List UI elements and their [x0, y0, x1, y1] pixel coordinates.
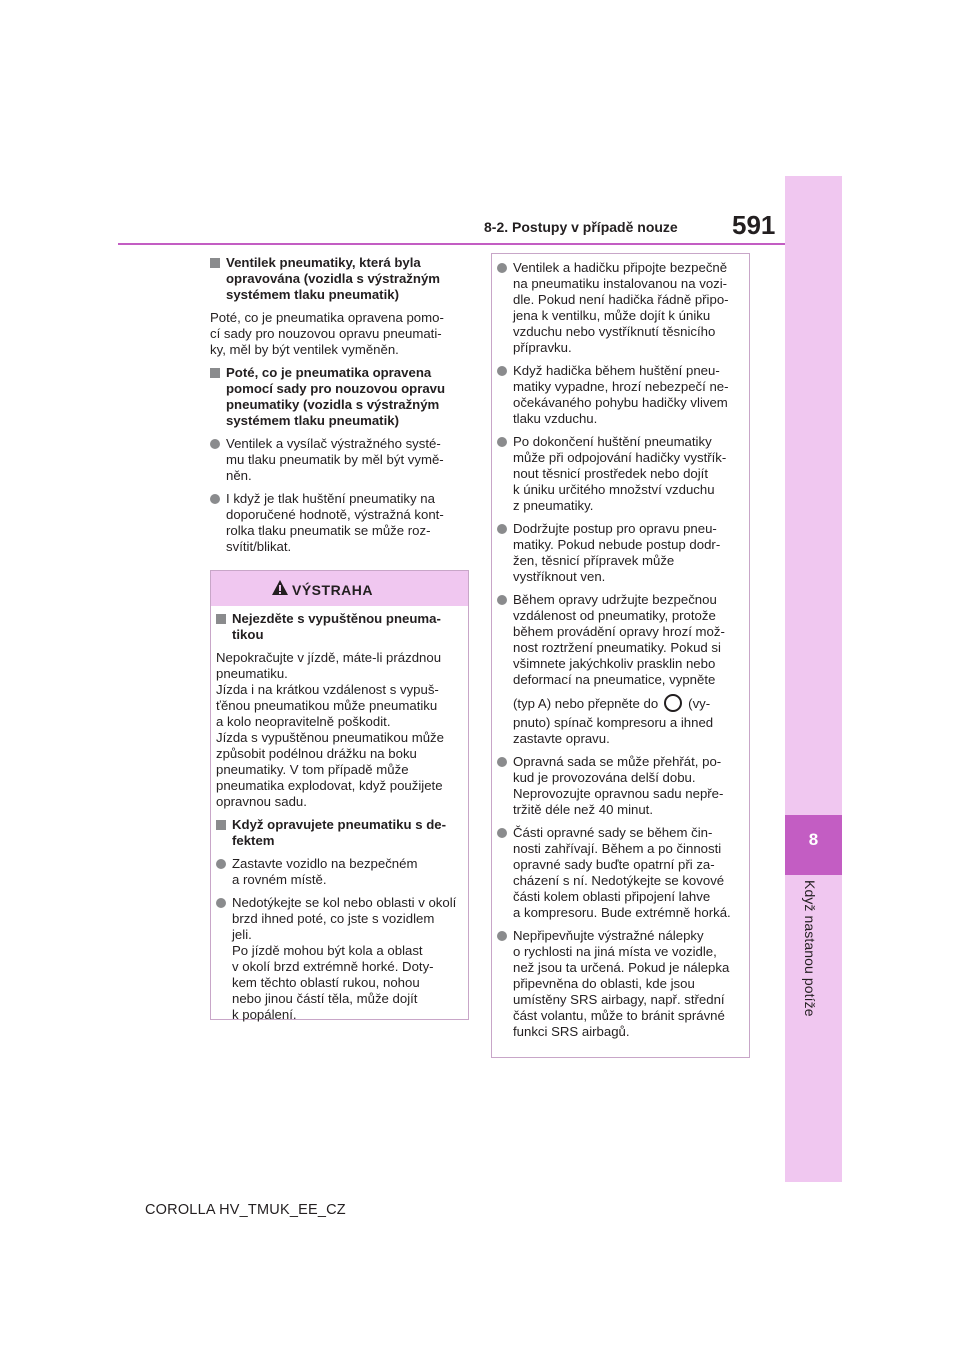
- bullet-after-inflation: Po dokončení huštění pneumatiky může při odpojování hadičky vystřík- nout těsnicí prostředek nebo dojít k úniku určitého množství vzduchu z pneumatiky.: [497, 434, 744, 514]
- warning-body: [211, 606, 468, 1023]
- warning-box: [210, 570, 469, 1020]
- bullet-hose-falls-off: Když hadička během huštění pneu- matiky vypadne, hrozí nebezpečí ne- očekávaného pohybu hadičky vlivem tlaku vzduchu.: [497, 363, 744, 427]
- section-title: 8-2. Postupy v případě nouze: [484, 219, 678, 235]
- page-number: 591: [732, 210, 776, 240]
- switch-text-before: (typ A) nebo přepněte do: [513, 696, 659, 711]
- power-switch-off-icon: [664, 694, 682, 712]
- bullet-valve-transmitter: Ventilek a vysílač výstražného systé- mu tlaku pneumatik by měl být vymě- něn.: [210, 436, 472, 484]
- paragraph-valve-replace: Poté, co je pneumatika opravena pomo- cí sady pro nouzovou opravu pneumati- ky, měl by být ventilek vyměněn.: [210, 310, 444, 357]
- switch-text-after: (vy-: [688, 696, 711, 711]
- bullet-safe-distance: [497, 592, 744, 747]
- chapter-side-tab: [785, 176, 842, 1182]
- bullet-follow-procedure: Dodržujte postup pro opravu pneu- matiky. Pokud nebude postup dodr- žen, těsnicí přípravek může vystříknout ven.: [497, 521, 744, 585]
- warning-title: VÝSTRAHA: [292, 582, 374, 598]
- header-rule: [118, 243, 785, 245]
- bullet-connect-hose: Ventilek a hadičku připojte bezpečně na pneumatiku instalovanou na vozi- dle. Pokud není hadička řádně připo- jena k ventilku, může dojít k úniku vzduchu nebo vystříknutí těsnicího přípravku.: [497, 260, 744, 356]
- chapter-title: Když nastanou potíže: [802, 880, 818, 1017]
- heading-valve-repaired: Ventilek pneumatiky, která byla opravována (vozidla s výstražným systémem tlaku pneumatik): [210, 255, 472, 303]
- warning-bullet-hot-brakes: Nedotýkejte se kol nebo oblasti v okolí brzd ihned poté, co jste s vozidlem jeli. Po jízdě mohou být kola a oblast v okolí brzd extrémně horké. Doty- kem těchto oblastí rukou, nohou nebo jinou částí těla, může dojít k popálení.: [216, 895, 463, 1023]
- warning-triangle-icon: [271, 579, 289, 597]
- bullet-parts-heat: Části opravné sady se během čin- nosti zahřívají. Během a po činnosti opravné sady buďte opatrní při za- cházení s ní. Nedotýkejte se kovové části kolem oblasti připojení lahve a kompresoru. Bude extrémně horká.: [497, 825, 744, 921]
- bullet-speed-stickers: Nepřipevňujte výstražné nálepky o rychlosti na jiná místa ve vozidle, než jsou ta určená. Pokud je nálepka připevněna do oblasti, kde jsou umístěny SRS airbagy, např. střední část volantu, může to bránit správné funkci SRS airbagů.: [497, 928, 744, 1040]
- bullet-safe-distance-text: Během opravy udržujte bezpečnou vzdálenost od pneumatiky, protože během provádění opravy hrozí mož- nost roztržení pneumatiky. Pokud si všimnete jakýchkoliv prasklin nebo deformací na pneumatice, vypněte: [513, 592, 725, 687]
- warning-heading-repairing: Když opravujete pneumatiku s de- fektem: [216, 817, 463, 849]
- warning-heading-flat-tire: Nejezděte s vypuštěnou pneuma- tikou: [216, 611, 463, 643]
- bullet-safe-distance-switch-line: [513, 694, 744, 712]
- chapter-number: 8: [808, 830, 819, 849]
- warning-paragraph-flat-tire: Nepokračujte v jízdě, máte-li prázdnou pneumatiku. Jízda i na krátkou vzdálenost s vypuš- ťěnou pneumatikou může pneumatiku a kolo neopravitelně poškodit. Jízda s vypuštěnou pneumatikou může způsobit podélnou drážku na boku pneumatiky. V tom případě může pneumatika explodovat, když použijete opravnou sadu.: [216, 650, 444, 809]
- bullet-safe-distance-end: pnuto) spínač kompresoru a ihned zastavte opravu.: [513, 715, 714, 746]
- left-column: [210, 255, 472, 562]
- footer-code: COROLLA HV_TMUK_EE_CZ: [145, 1202, 346, 1218]
- warning-header: [211, 571, 468, 606]
- warning-bullet-stop: Zastavte vozidlo na bezpečném a rovném místě.: [216, 856, 463, 888]
- warning-continued-box: [491, 253, 750, 1058]
- heading-after-repair: Poté, co je pneumatika opravena pomocí sady pro nouzovou opravu pneumatiky (vozidla s výstražným systémem tlaku pneumatik): [210, 365, 472, 429]
- bullet-warning-light: I když je tlak huštění pneumatiky na doporučené hodnotě, výstražná kont- rolka tlaku pneumatik se může roz- svítit/blikat.: [210, 491, 472, 555]
- bullet-overheat: Opravná sada se může přehřát, po- kud je provozována delší dobu. Neprovozujte opravnou sadu nepře- tržitě déle než 40 minut.: [497, 754, 744, 818]
